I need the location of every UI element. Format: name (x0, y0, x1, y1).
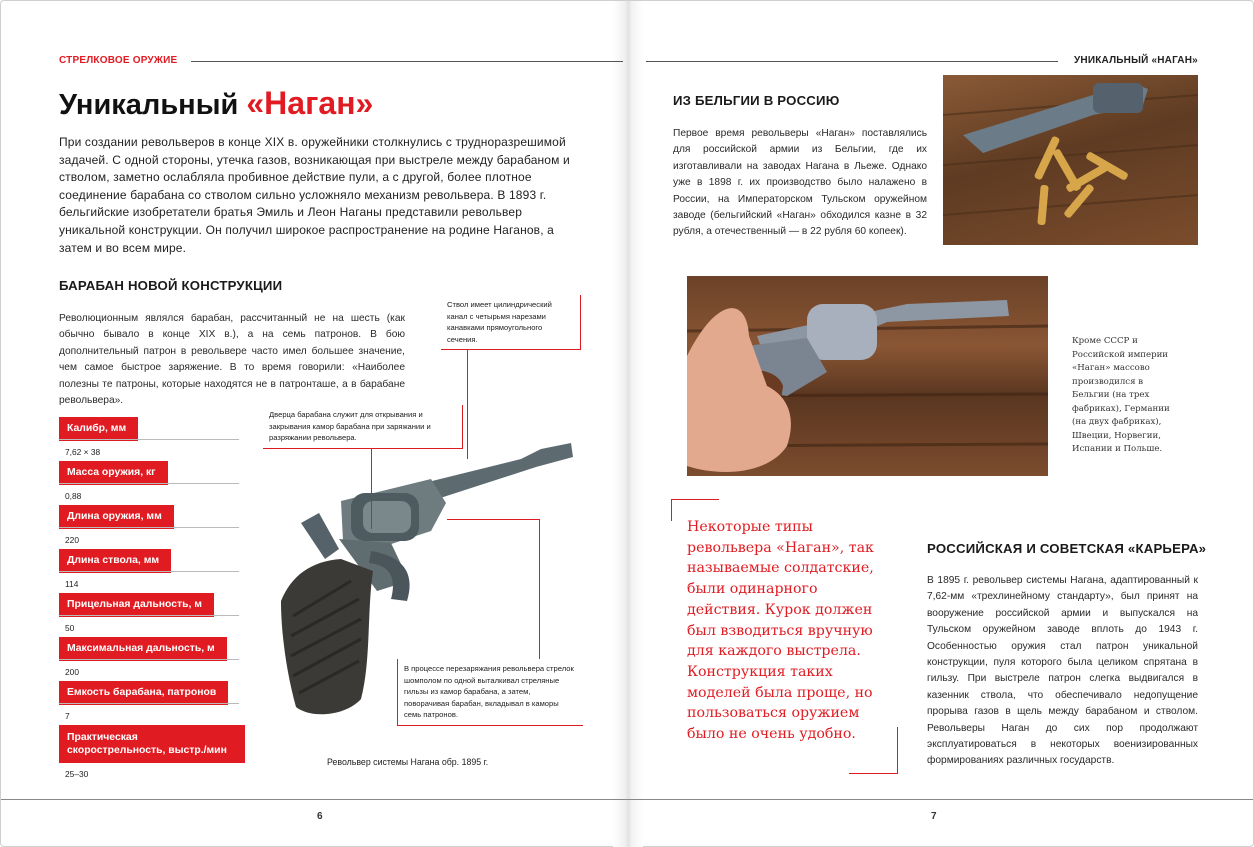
barrel-pointer (467, 349, 468, 459)
title-plain: Уникальный (59, 89, 239, 121)
intro-paragraph: При создании револьверов в конце XIX в. оружейники столкнулись с трудноразрешимой задачей. С одной стороны, утечка газов, возникающая при выстреле между барабаном и стволом, заметно ослабляла пробивное действие пули, а с другой, более плотное соединение барабана со стволом сильно усложняло механизм револьвера. В 1893 г. бельгийские изобретатели братья Эмиль и Леон Наганы представили револьвер уникальной конструкции. Он получил широкое распространение на родине Наганов, а затем и во всем мире. (59, 135, 570, 255)
cartridges-photo (943, 75, 1198, 245)
spec-rule (59, 659, 239, 660)
career-body: В 1895 г. револьвер системы Нагана, адаптированный к 7,62-мм «трехлинейному стандарту», был принят на вооружение российской армии и выпускался на Тульском оружейном заводе вплоть до 1943 г. Особенностью оружия стал патрон уникальной конструкции, пуля которого была целиком спрятана в гильзу. При выстреле патрон слегка выдвигался в казенник ствола, что обеспечивало недопущение прорыва газов в щель между барабаном и стволом. Револьверы Наган до сих пор продолжают эксплуатироваться в некоторых военизированных формированиях различных государств. (927, 575, 1198, 767)
spec-rule (59, 615, 239, 616)
spec-row (59, 725, 249, 783)
spec-row (59, 593, 249, 637)
door-callout: Дверца барабана служит для открывания и закрывания камор барабана при заряжании и разряжании револьвера. (263, 405, 463, 449)
spec-value: 220 (65, 535, 79, 545)
spec-value: 7,62 × 38 (65, 447, 101, 457)
right-section-tag: УНИКАЛЬНЫЙ «НАГАН» (1074, 55, 1198, 66)
quote-rule-bottom (849, 773, 897, 774)
career-heading: РОССИЙСКАЯ И СОВЕТСКАЯ «КАРЬЕРА» (927, 541, 1207, 556)
spec-value: 25–30 (65, 769, 89, 779)
production-side-caption: Кроме СССР и Российской империи «Наган» массово производился в Бельгии (на трех фабриках), Германии (на двух фабриках), Швеции, Норвегии, Испании и Польше. (1072, 336, 1170, 454)
spec-label: Практическая скорострельность, выстр./мин (59, 725, 245, 763)
book-spine (613, 1, 643, 847)
barrel-callout: Ствол имеет цилиндрический канал с четырьмя нарезами канавками прямоугольного сечения. (441, 295, 581, 350)
spec-label: Длина ствола, мм (59, 549, 171, 573)
page-number-right: 7 (931, 811, 937, 822)
belgium-body: Первое время револьверы «Наган» поставлялись для российской армии из Бельгии, где их изготавливали на заводах Нагана в Льеже. Однако уже в 1898 г. их производство было налажено в России, на Императорском Тульском оружейном заводе (бельгийский «Наган» обходился казне в 32 рубля, а отечественный — в 22 рубля 60 копеек). (673, 128, 927, 238)
spec-rule (59, 571, 239, 572)
page-number-left: 6 (317, 811, 323, 822)
spec-value: 200 (65, 667, 79, 677)
spec-label: Емкость барабана, патронов (59, 681, 228, 705)
spec-row (59, 549, 249, 593)
spec-value: 114 (65, 579, 79, 589)
spec-row (59, 417, 249, 461)
spec-label: Длина оружия, мм (59, 505, 174, 529)
page-bottom-edge (1, 799, 1253, 800)
spec-rule (59, 483, 239, 484)
spec-rule (59, 703, 239, 704)
title-accent: «Наган» (246, 85, 374, 121)
spec-row (59, 681, 249, 725)
specs-table (59, 417, 249, 783)
reload-callout: В процессе перезаряжания револьвера стрелок шомполом по одной выталкивал стреляные гильзы из камор барабана, а затем, поворачивая барабан, вкладывал в каморы семь патронов. (397, 659, 583, 726)
spec-value: 50 (65, 623, 75, 633)
spec-row (59, 461, 249, 505)
quote-rule-top (671, 499, 719, 500)
spec-value: 7 (65, 711, 70, 721)
spec-label: Максимальная дальность, м (59, 637, 227, 661)
spec-label: Калибр, мм (59, 417, 138, 441)
drum-body: Революционным являлся барабан, рассчитанный не на шесть (как обычно бывало в конце XIX в.), а на семь патронов. В бою дополнительный патрон в револьвере часто имел большее значение, чем самое быстрое заряжение. В то время говорили: «Наиболее полезны те патроны, которые находятся не в патронташе, а в барабане револьвера». (59, 313, 405, 407)
cartridges-photo-art (943, 75, 1198, 245)
drum-subheading: БАРАБАН НОВОЙ КОНСТРУКЦИИ (59, 278, 283, 293)
right-header-rule (646, 61, 1058, 62)
spec-row (59, 505, 249, 549)
quote-rule-top-v (671, 499, 672, 521)
quote-rule-bottom-v (897, 727, 898, 774)
pull-quote: Некоторые типы револьвера «Наган», так называемые солдатские, были одинарного действия. Курок должен был взводиться вручную для каждого выстрела. Конструкция таких моделей была проще, но пользоваться оружием было не очень удобно. (687, 519, 874, 743)
left-section-tag: СТРЕЛКОВОЕ ОРУЖИЕ (59, 55, 178, 66)
spec-rule (59, 527, 239, 528)
spec-label: Масса оружия, кг (59, 461, 168, 485)
spec-label: Прицельная дальность, м (59, 593, 214, 617)
door-pointer (371, 449, 372, 529)
reload-pointer-v (539, 519, 540, 659)
belgium-heading: ИЗ БЕЛЬГИИ В РОССИЮ (673, 93, 840, 108)
left-header-rule (191, 61, 623, 62)
hand-revolver-art (687, 276, 1048, 476)
spec-row (59, 637, 249, 681)
page-title (59, 85, 373, 122)
reload-pointer-h (447, 519, 539, 520)
spec-rule (59, 439, 239, 440)
hand-revolver-photo (687, 276, 1048, 476)
revolver-caption: Револьвер системы Нагана обр. 1895 г. (327, 757, 489, 767)
spec-value: 0,88 (65, 491, 82, 501)
